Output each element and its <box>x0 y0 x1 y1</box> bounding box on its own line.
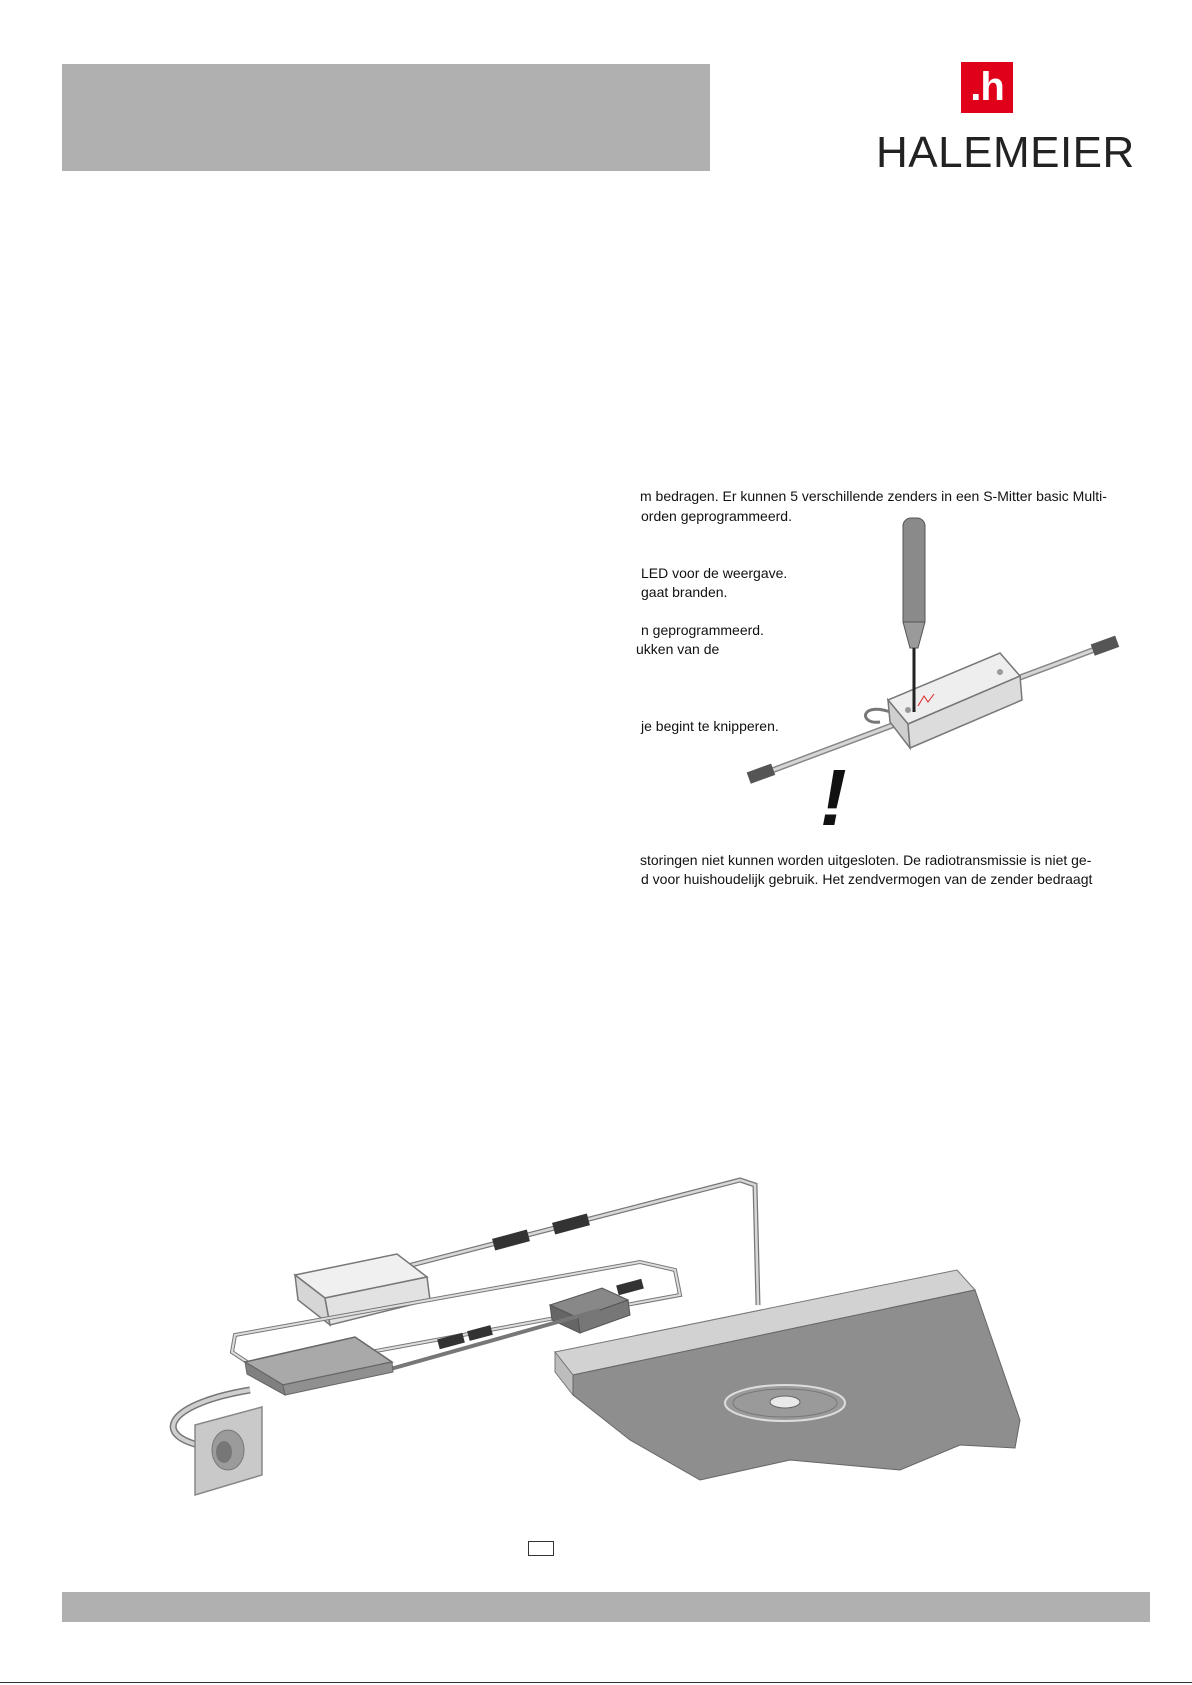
connector-plug-icon <box>552 1214 590 1235</box>
instruction-line: je begint te knipperen. <box>641 718 779 734</box>
instruction-line: ukken van de <box>636 641 720 657</box>
warning-line: storingen niet kunnen worden uitgesloten. De radiotransmissie is niet ge- <box>640 852 1092 868</box>
instruction-line: LED voor de weergave. <box>641 565 788 581</box>
page-number-box <box>528 1541 554 1556</box>
connector-plug-icon <box>492 1230 530 1251</box>
connector-plug-icon <box>616 1279 644 1295</box>
instruction-line: orden geprogrammeerd. <box>641 508 792 524</box>
warning-line: d voor huishoudelijk gebruik. Het zendvermogen van de zender bedraagt <box>641 871 1093 887</box>
connector-plug-icon <box>467 1325 493 1341</box>
instruction-line: n geprogrammeerd. <box>641 622 764 638</box>
brand-logo-name: HALEMEIER <box>876 128 1135 177</box>
warning-icon: ! <box>820 753 847 842</box>
instruction-line: gaat branden. <box>641 584 728 600</box>
brand-logo-mark: .h <box>961 62 1013 113</box>
bottom-rule <box>0 1682 1192 1683</box>
instruction-line: m bedragen. Er kunnen 5 verschillende zenders in een S-Mitter basic Multi- <box>640 488 1107 504</box>
footer-bar <box>62 1592 1150 1622</box>
